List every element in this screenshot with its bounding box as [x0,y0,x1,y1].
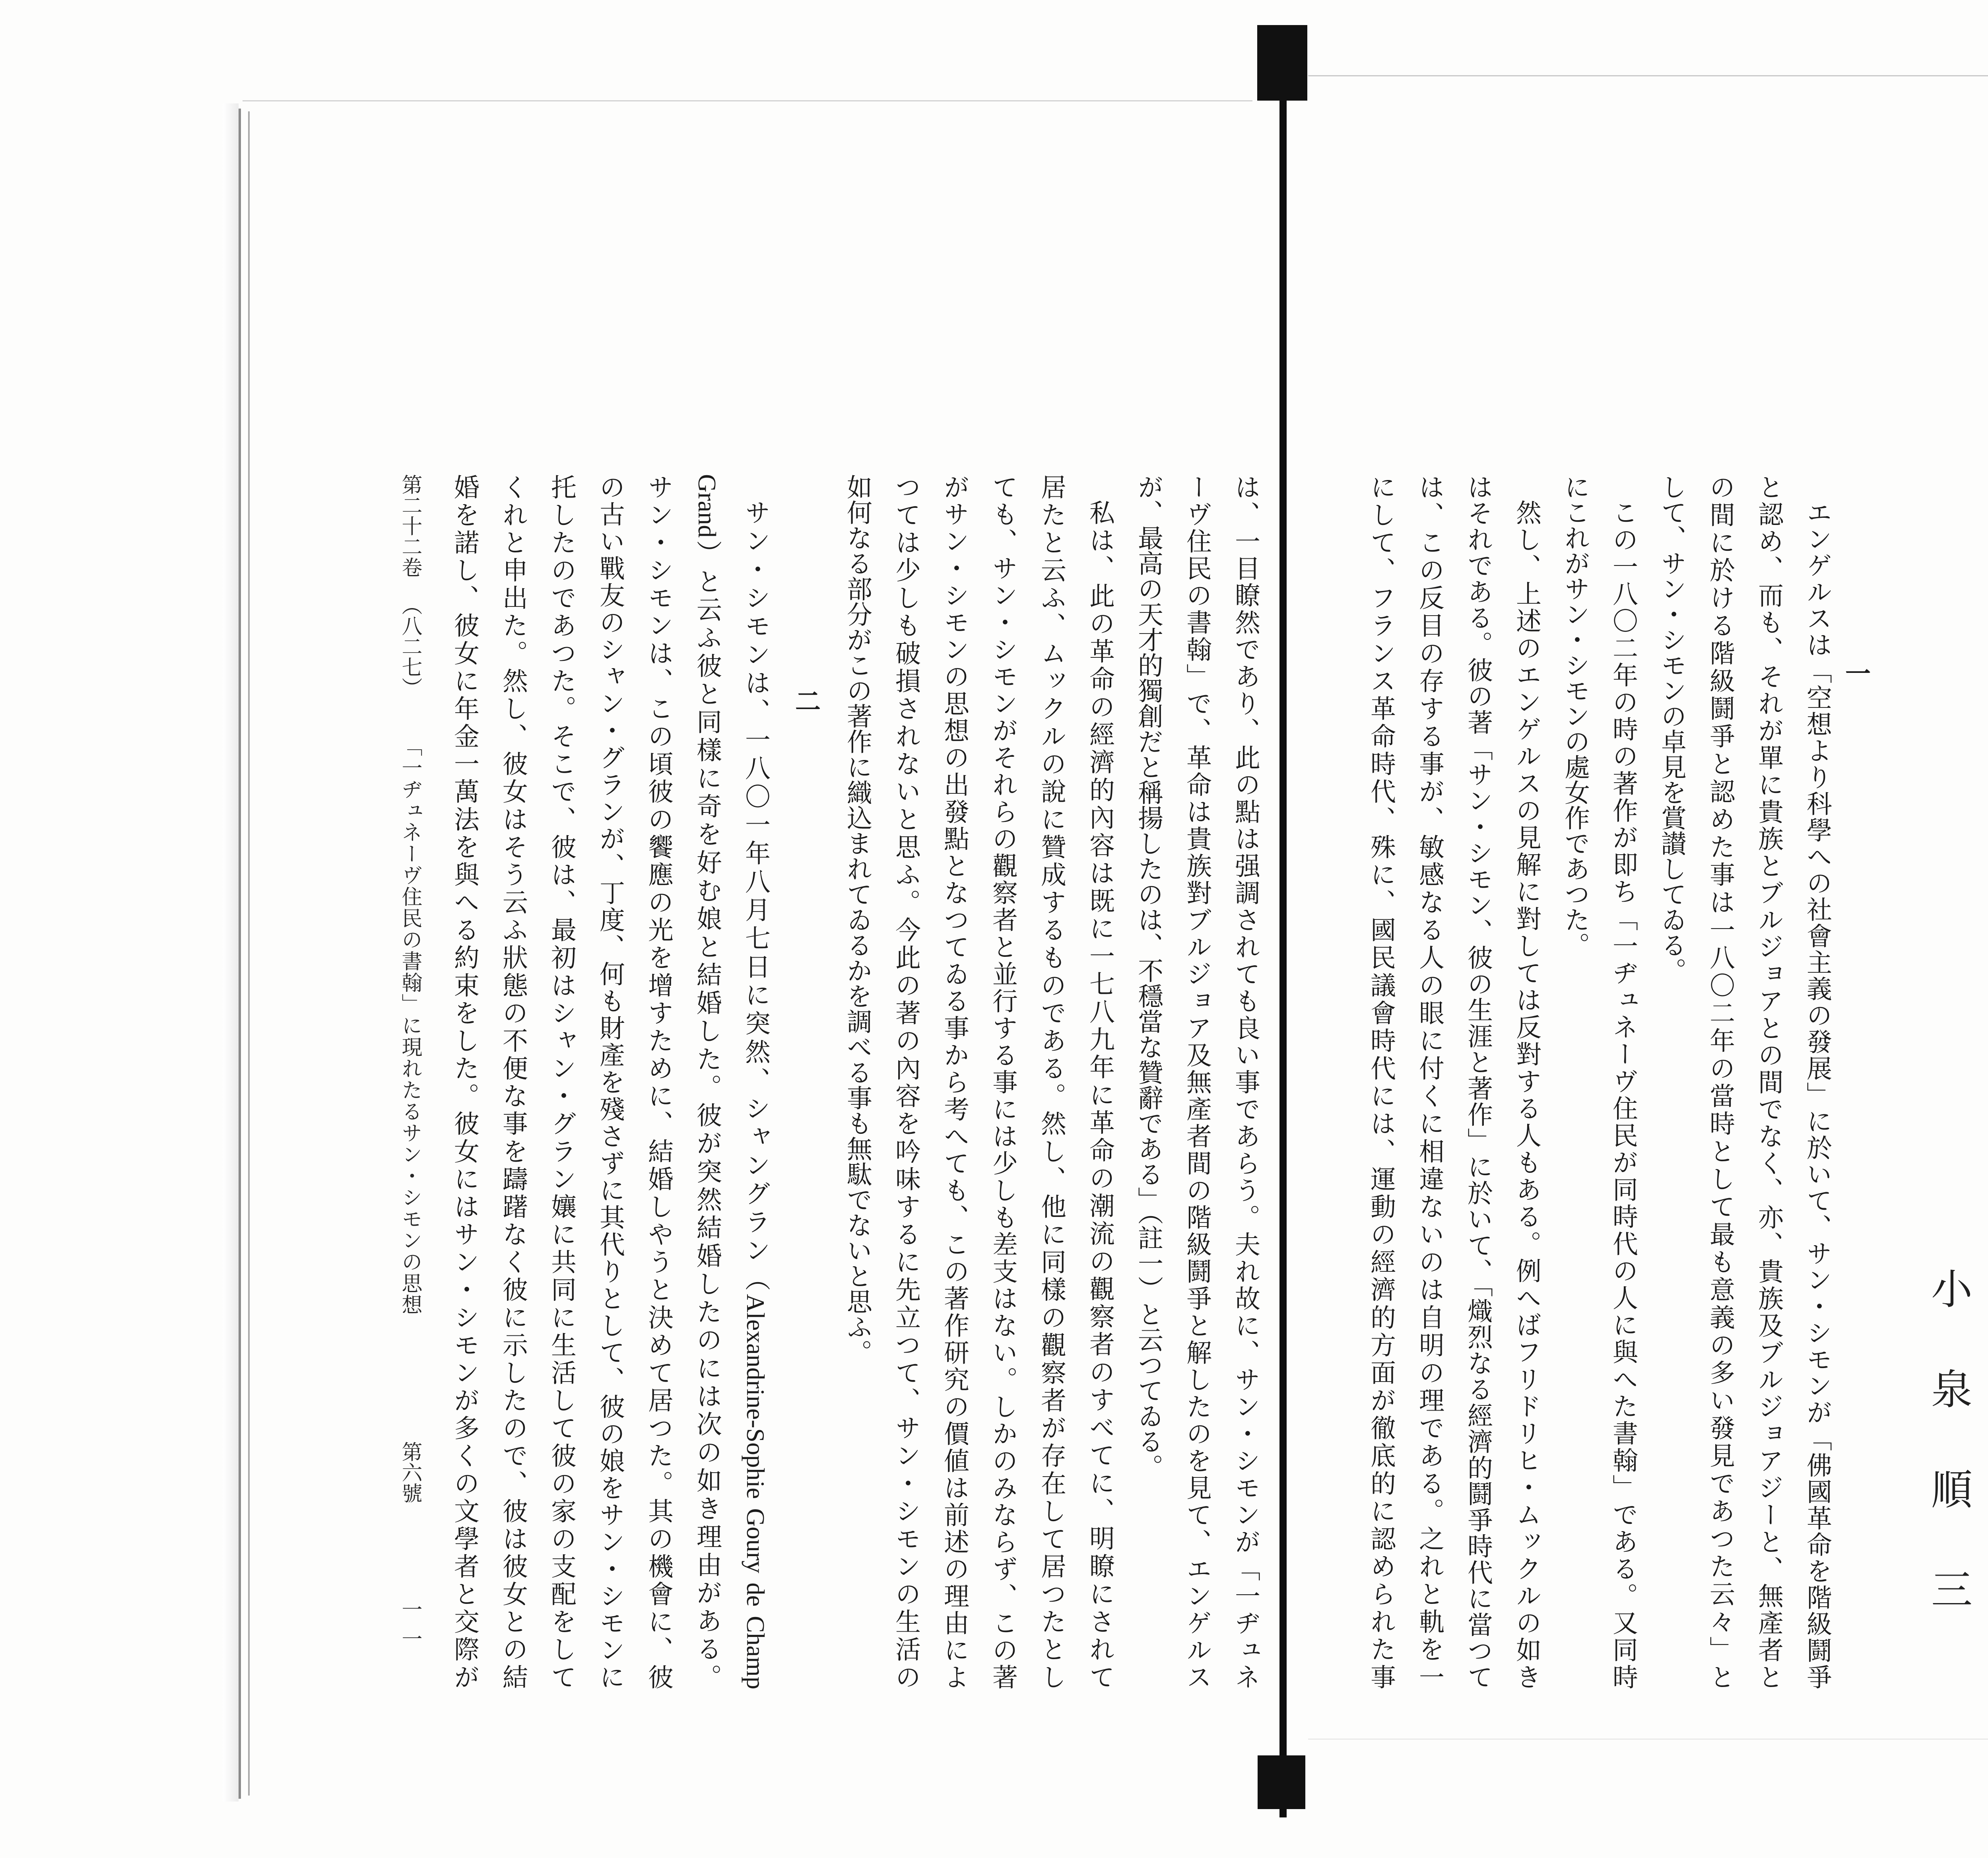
author-name: 小泉順三 [1925,1267,1971,1668]
body-column: ーヴ住民の書翰」で、革命は貴族對ブルジョア及無產者間の階級鬪爭と解したのを見て、エンゲルス [1183,474,1211,1689]
left-page-shadow [223,103,239,1802]
body-column: の間に於ける階級鬪爭と認めた事は一八〇二年の當時として最も意義の多い發見であつた云々」と [1706,474,1734,1689]
body-column: くれと申出た。然し、彼女はそう云ふ狀態の不便な事を躊躇なく彼に示したので、彼は彼女との結 [499,474,527,1689]
section-number: 二 [792,688,820,713]
body-column: ても、サン・シモンがそれらの觀察者と並行する事には少しも差支はない。しかのみならず、この著 [989,474,1017,1689]
body-column: の古い戰友のシャン・グランが、丁度、何も財產を殘さずに其代りとして、彼の娘をサン・シモンに [596,474,624,1689]
body-column: にこれがサン・シモンの處女作であつた。 [1561,474,1589,958]
body-column: 私は、此の革命の經濟的內容は既に一七八九年に革命の潮流の觀察者のすべてに、明瞭にされて [1086,499,1114,1689]
running-foot-article-title: 「一ヂュネーヴ住民の書翰」に現れたるサン・シモンの思想 [398,736,421,1316]
page-number: 一一 [398,1599,421,1658]
binding-clip-top [1257,25,1307,101]
running-foot-page-serial: （八二七） [398,595,421,698]
body-column: はそれである。彼の著「サン・シモン、彼の生涯と著作」に於いて、「熾烈なる經濟的鬪爭時代に當つて [1464,474,1492,1689]
running-foot-volume: 第二十二卷 [398,474,421,577]
binding-clip-bottom [1258,1755,1305,1809]
right-page-top-edge [1308,75,1988,76]
body-column: が、最高の天才的獨創だと稱揚したのは、不穩當な贊辭である」（註一）と云つてゐる。 [1134,474,1163,1479]
body-column: 婚を諾し、彼女に年金一萬法を與へる約束をした。彼女にはサン・シモンが多くの文學者と交際が [450,474,479,1690]
body-column: エンゲルスは「空想より科學への社會主義の發展」に於いて、サン・シモンが「佛國革命を階級鬪爭 [1803,499,1831,1689]
body-column: 然し、上述のエンゲルスの見解に對しては反對する人もある。例へばフリドリヒ・ムックルの如き [1512,499,1541,1689]
body-column: と認め、而も、それが單に貴族とブルジョアとの間でなく、亦、貴族及ブルジョアジーと、無產者と [1755,474,1783,1689]
body-column: 居たと云ふ、ムックルの說に贊成するものである。然し、他に同樣の觀察者が存在して居つたとし [1037,474,1066,1689]
body-column: は、この反目の存する事が、敏感なる人の眼に付くに相違ないのは自明の理である。之れと軌を一 [1415,474,1444,1689]
body-column: 如何なる部分がこの著作に織込まれてゐるかを調べる事も無駄でないと思ふ。 [843,474,872,1365]
body-column: は、一目瞭然であり、此の點は强調されても良い事であらう。夫れ故に、サン・シモンが「一ヂュネ [1231,474,1260,1689]
left-page-edge [239,109,241,1799]
book-spine-gutter [1279,28,1287,1817]
body-column: つては少しも破損されないと思ふ。今此の著の內容を吟味するに先立つて、サン・シモンの生活の [892,474,920,1690]
body-column: サン・シモンは、一八〇一年八月七日に突然、シャングラン（Alexandrine-Sophie Goury de Champ [742,499,770,1689]
body-column: して、サン・シモンの卓見を賞讃してゐる。 [1658,474,1686,983]
section-number: 一 [1842,660,1870,686]
body-column: がサン・シモンの思想の出發點となつてゐる事から考へても、この著作研究の價値は前述の理由によ [940,474,969,1689]
running-foot-issue: 第六號 [398,1441,421,1503]
left-page-top-edge [243,100,1252,101]
body-column: Grand）と云ふ彼と同樣に奇を好む娘と結婚した。彼が突然結婚したのには次の如き理由がある。 [693,474,721,1690]
body-column: にして、フランス革命時代、殊に、國民議會時代には、運動の經濟的方面が徹底的に認められた事 [1367,474,1395,1689]
left-page-edge-inner [248,111,250,1796]
body-column: サン・シモンは、この頃彼の饗應の光を增すために、結婚しやうと決めて居つた。其の機會に、彼 [645,474,673,1689]
body-column: 托したのであつた。そこで、彼は、最初はシャン・グラン孃に共同に生活して彼の家の支配をして [547,474,576,1689]
body-column: この一八〇二年の時の著作が即ち「一ヂュネーヴ住民が同時代の人に與へた書翰」である。又同時 [1609,499,1637,1689]
